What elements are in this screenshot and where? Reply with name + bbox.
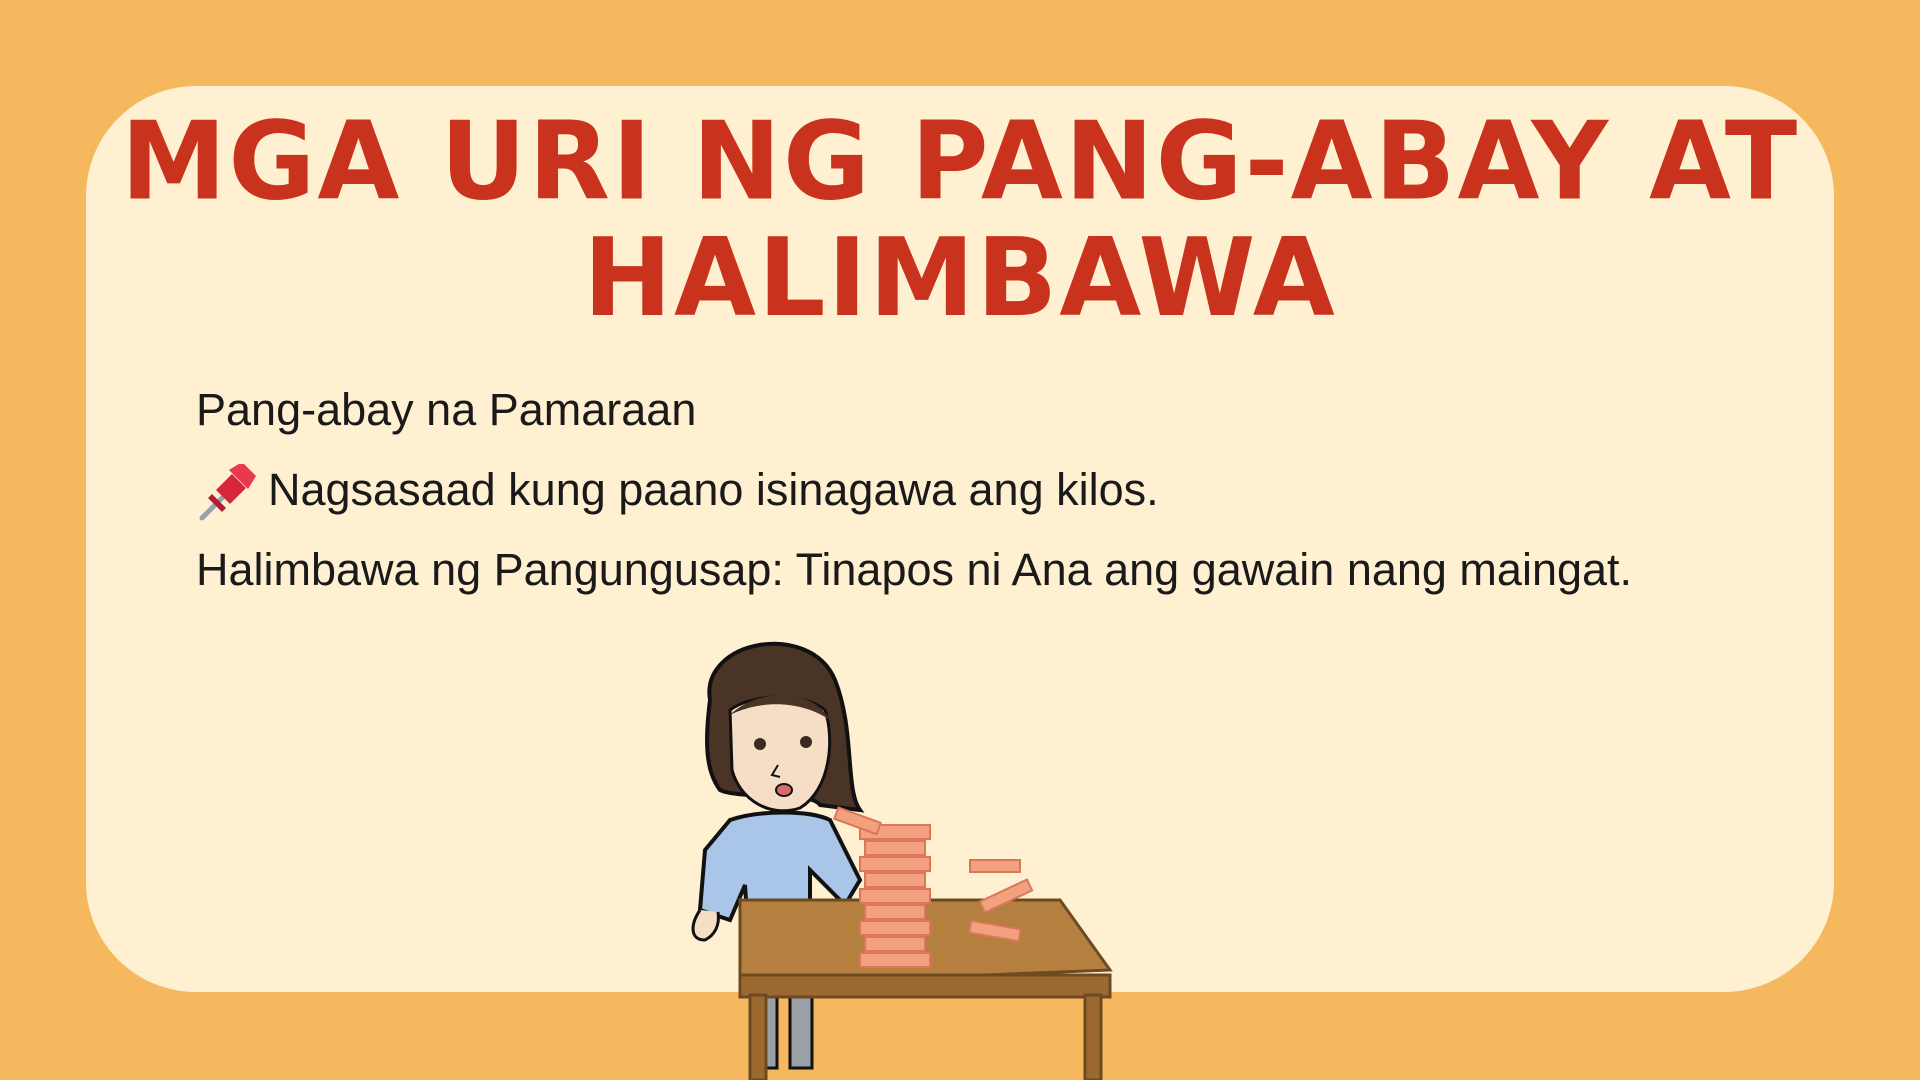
heading-text: Pang-abay na Pamaraan xyxy=(196,384,697,435)
title-line-1: MGA URI NG PANG-ABAY AT xyxy=(120,98,1800,225)
girl-jenga-illustration xyxy=(660,640,1130,1080)
definition-line xyxy=(196,458,1632,538)
pushpin-icon xyxy=(196,464,256,522)
title-line-2: HALIMBAWA xyxy=(583,214,1337,341)
example-text: Halimbawa ng Pangungusap: Tinapos ni Ana ang gawain nang maingat. xyxy=(196,544,1633,595)
slide-title xyxy=(0,98,1920,341)
content-block xyxy=(196,378,1632,618)
definition-text: Nagsasaad kung paano isinagawa ang kilos. xyxy=(268,464,1159,515)
